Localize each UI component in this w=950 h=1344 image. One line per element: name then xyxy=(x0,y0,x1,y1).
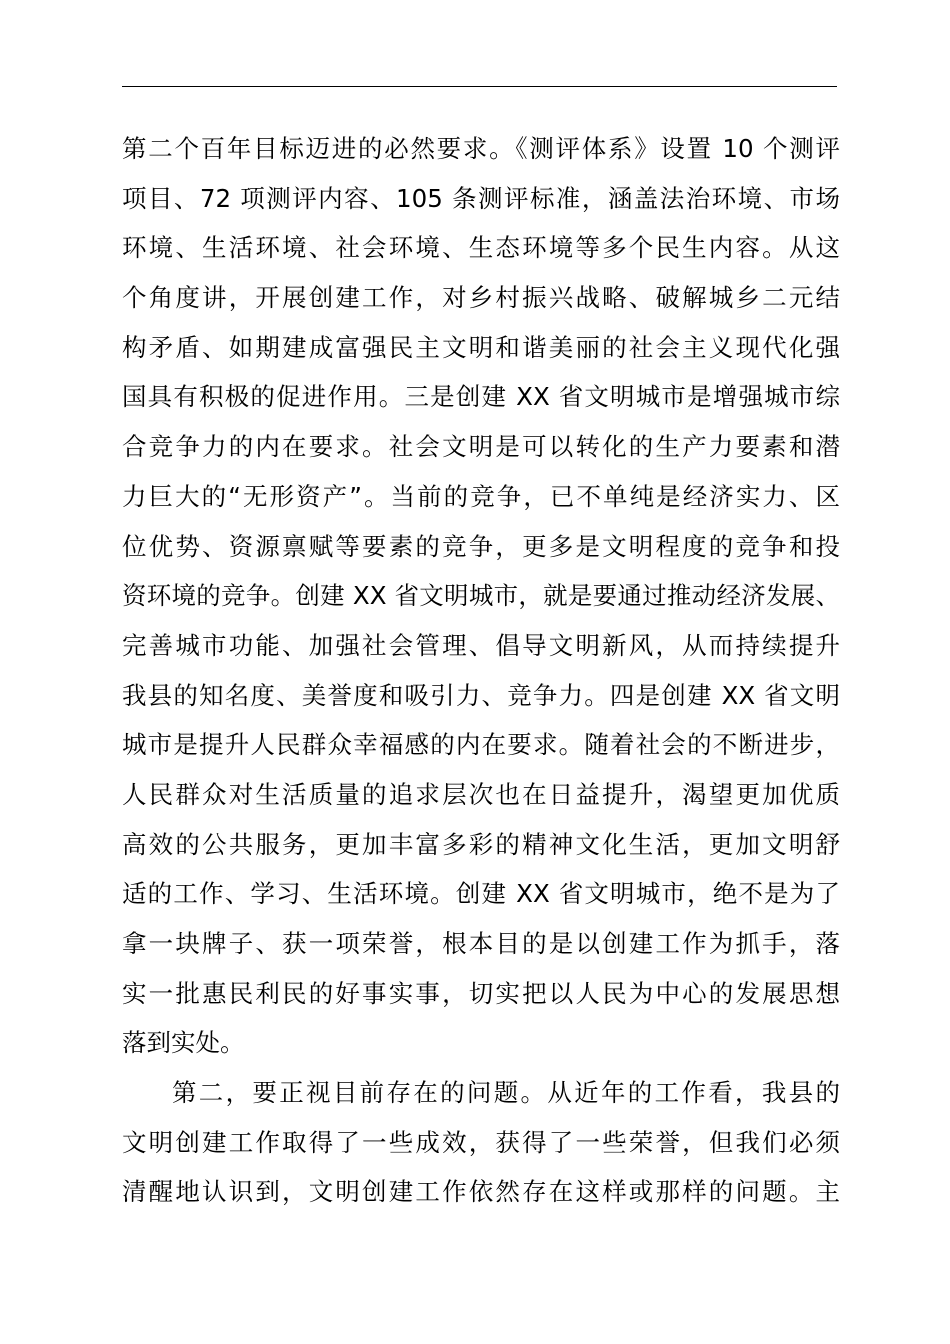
text-line: 实一批惠民利民的好事实事，切实把以人民为中心的发展思想 xyxy=(122,978,840,1008)
text-line: 项目、72 项测评内容、105 条测评标准，涵盖法治环境、市场 xyxy=(122,183,840,213)
text-line: 文明创建工作取得了一些成效，获得了一些荣誉，但我们必须 xyxy=(122,1127,840,1157)
text-line-paragraph-start: 第二，要正视目前存在的问题。从近年的工作看，我县的 xyxy=(172,1078,840,1108)
text-line: 城市是提升人民群众幸福感的内在要求。随着社会的不断进步， xyxy=(122,730,840,760)
text-line: 适的工作、学习、生活环境。创建 XX 省文明城市，绝不是为了 xyxy=(122,879,840,909)
text-line: 高效的公共服务，更加丰富多彩的精神文化生活，更加文明舒 xyxy=(122,829,840,859)
text-line: 资环境的竞争。创建 XX 省文明城市，就是要通过推动经济发展、 xyxy=(122,581,840,611)
text-line: 个角度讲，开展创建工作，对乡村振兴战略、破解城乡二元结 xyxy=(122,283,840,313)
header-rule xyxy=(122,86,837,87)
text-line: 力巨大的“无形资产”。当前的竞争，已不单纯是经济实力、区 xyxy=(122,481,840,511)
text-line: 环境、生活环境、社会环境、生态环境等多个民生内容。从这 xyxy=(122,233,840,263)
text-line: 第二个百年目标迈进的必然要求。《测评体系》设置 10 个测评 xyxy=(122,134,840,163)
text-line: 清醒地认识到，文明创建工作依然存在这样或那样的问题。主 xyxy=(122,1177,840,1207)
text-line: 拿一块牌子、获一项荣誉，根本目的是以创建工作为抓手，落 xyxy=(122,929,840,958)
text-line: 构矛盾、如期建成富强民主文明和谐美丽的社会主义现代化强 xyxy=(122,332,840,362)
text-line: 人民群众对生活质量的追求层次也在日益提升，渴望更加优质 xyxy=(122,779,840,809)
text-line: 完善城市功能、加强社会管理、倡导文明新风，从而持续提升 xyxy=(122,630,840,660)
text-line-paragraph-end: 落到实处。 xyxy=(122,1028,245,1058)
text-line: 合竞争力的内在要求。社会文明是可以转化的生产力要素和潜 xyxy=(122,432,840,462)
document-body xyxy=(122,124,840,1217)
text-line: 位优势、资源禀赋等要素的竞争，更多是文明程度的竞争和投 xyxy=(122,531,840,561)
text-line: 国具有积极的促进作用。三是创建 XX 省文明城市是增强城市综 xyxy=(122,382,840,412)
text-line: 我县的知名度、美誉度和吸引力、竞争力。四是创建 XX 省文明 xyxy=(122,680,840,710)
